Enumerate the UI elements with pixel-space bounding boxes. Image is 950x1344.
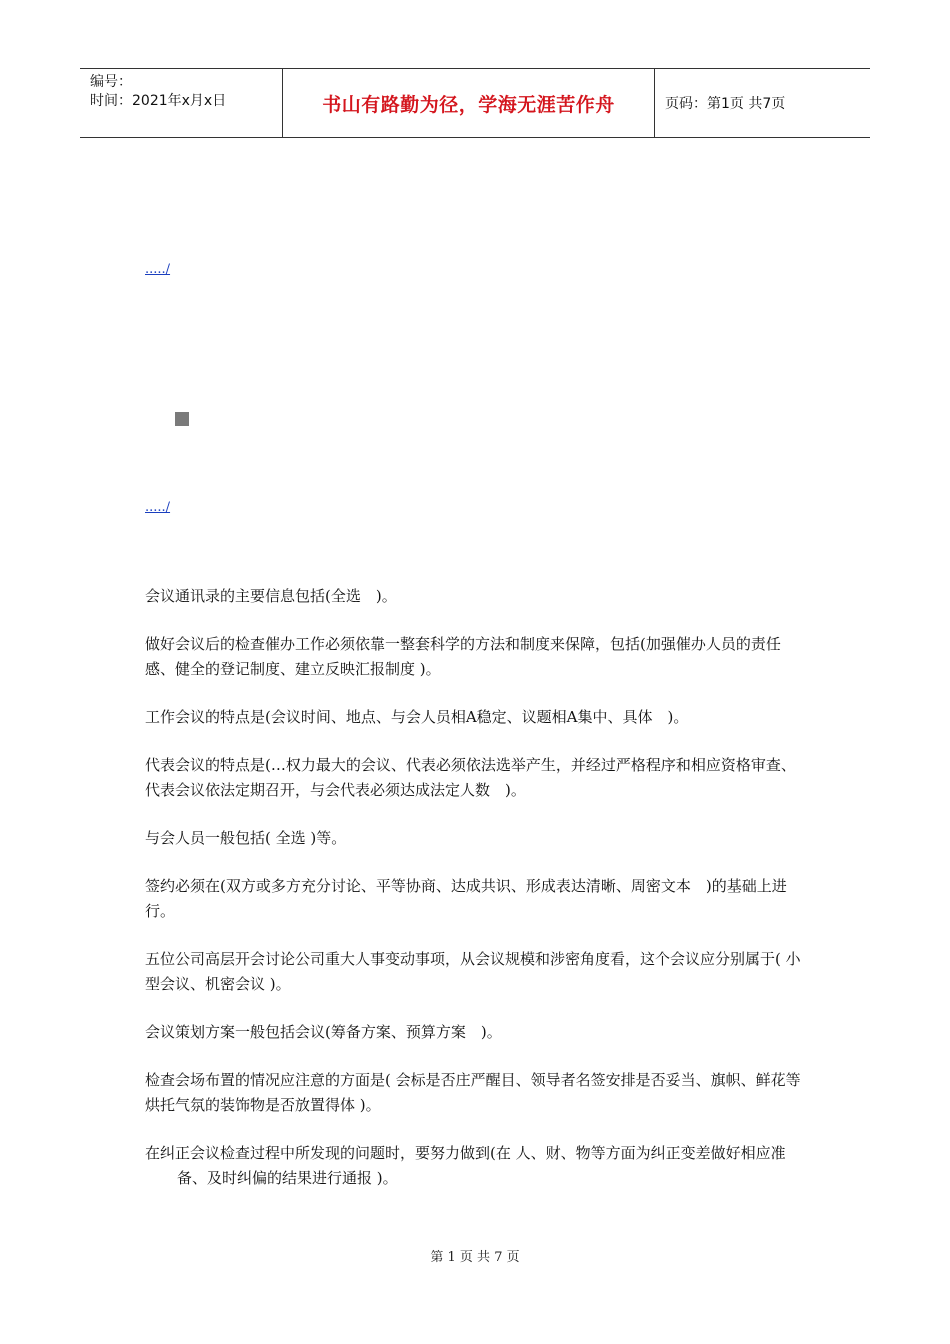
- link-2[interactable]: ...../: [145, 500, 171, 515]
- gray-square-icon: [175, 412, 189, 426]
- question-list: [145, 584, 810, 1214]
- paragraph-3: 工作会议的特点是(会议时间、地点、与会人员相A稳定、议题相A集中、具体 )。: [145, 708, 689, 726]
- document-header: [80, 68, 870, 138]
- page-footer: 第 1 页 共 7 页: [430, 1250, 520, 1265]
- header-meta: [80, 69, 282, 137]
- paragraph-7: 五位公司高层开会讨论公司重大人事变动事项，从会议规模和涉密角度看，这个会议应分别属于( 小型会议、机密会议 )。: [145, 950, 801, 993]
- header-motto: 书山有路勤为径，学海无涯苦作舟: [282, 69, 655, 137]
- paragraph-6: 签约必须在(双方或多方充分讨论、平等协商、达成共识、形成表达清晰、周密文本 )的基础上进行。: [145, 877, 787, 920]
- paragraph-8: 会议策划方案一般包括会议(筹备方案、预算方案 )。: [145, 1023, 502, 1041]
- paragraph-4: 代表会议的特点是(…权力最大的会议、代表必须依法选举产生，并经过严格程序和相应资格审查、代表会议依法定期召开，与会代表必须达成法定人数 )。: [145, 756, 796, 799]
- paragraph-1: 会议通讯录的主要信息包括(全选 )。: [145, 587, 397, 605]
- paragraph-2: 做好会议后的检查催办工作必须依靠一整套科学的方法和制度来保障，包括(加强催办人员的责任感、健全的登记制度、建立反映汇报制度 )。: [145, 635, 781, 678]
- number-label: 编号：: [90, 74, 132, 90]
- link-1[interactable]: ...../: [145, 262, 171, 277]
- header-page-info: 页码：第1页 共7页: [665, 96, 786, 112]
- paragraph-10: 在纠正会议检查过程中所发现的问题时，要努力做到(在 人、财、物等方面为纠正变差做好相应准备、及时纠偏的结果进行通报 )。: [145, 1144, 786, 1187]
- paragraph-5: 与会人员一般包括( 全选 )等。: [145, 829, 347, 847]
- paragraph-9: 检查会场布置的情况应注意的方面是( 会标是否庄严醒目、领导者名签安排是否妥当、旗帜、鲜花等烘托气氛的装饰物是否放置得体 )。: [145, 1071, 801, 1114]
- time-label: 时间：2021年x月x日: [90, 93, 227, 109]
